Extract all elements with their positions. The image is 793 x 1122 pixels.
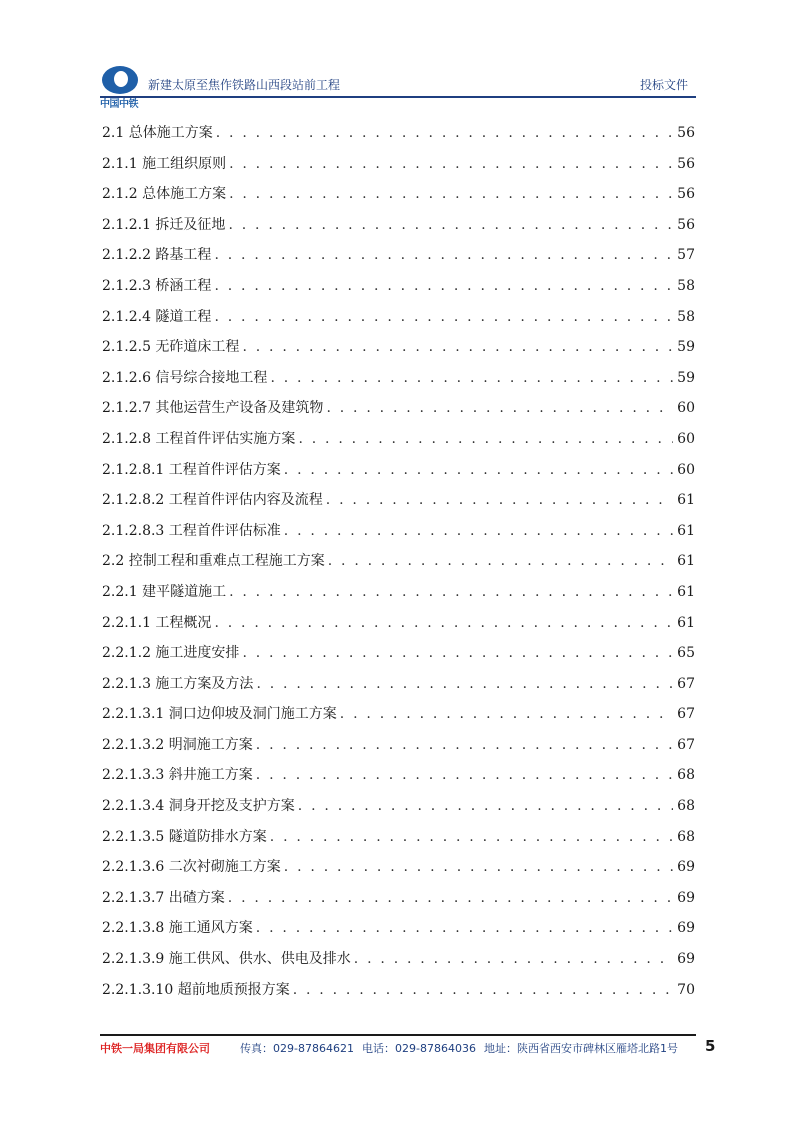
toc-entry-page: 67	[677, 706, 695, 723]
toc-entry[interactable]	[102, 485, 695, 516]
toc-leader-dots	[293, 975, 673, 1006]
toc-entry[interactable]	[102, 699, 695, 730]
toc-leader-dots	[214, 271, 673, 302]
toc-entry-title: 2.1.2.5 无砟道床工程	[102, 339, 240, 356]
logo-text: 中国中铁	[100, 99, 138, 110]
toc-leader-dots	[242, 332, 673, 363]
toc-leader-dots	[270, 822, 673, 853]
toc-entry[interactable]	[102, 240, 695, 271]
toc-leader-dots	[214, 302, 673, 333]
toc-entry-page: 60	[677, 430, 695, 447]
toc-leader-dots	[328, 546, 673, 577]
toc-entry-page: 68	[677, 798, 695, 815]
toc-entry-page: 69	[677, 889, 695, 906]
toc-entry-title: 2.2.1.3.7 出碴方案	[102, 889, 225, 906]
toc-entry-title: 2.1.2 总体施工方案	[102, 186, 227, 203]
toc-leader-dots	[229, 577, 673, 608]
toc-leader-dots	[242, 638, 673, 669]
document-type: 投标文件	[639, 78, 688, 92]
toc-leader-dots	[228, 883, 673, 914]
toc-entry[interactable]	[102, 730, 695, 761]
toc-entry-page: 61	[677, 522, 695, 539]
toc-leader-dots	[270, 363, 673, 394]
toc-entry-page: 65	[677, 645, 695, 662]
toc-entry-page: 56	[677, 125, 695, 141]
toc-entry-page: 69	[677, 859, 695, 876]
toc-leader-dots	[326, 485, 673, 516]
toc-entry-page: 58	[677, 277, 695, 294]
toc-entry-title: 2.1.1 施工组织原则	[102, 155, 227, 172]
toc-entry-title: 2.1.2.8 工程首件评估实施方案	[102, 430, 296, 447]
toc-entry-title: 2.2.1.3.4 洞身开挖及支护方案	[102, 798, 295, 815]
toc-entry-page: 68	[677, 767, 695, 784]
header-divider	[100, 96, 696, 98]
project-title: 新建太原至焦作铁路山西段站前工程	[148, 78, 341, 92]
toc-entry-page: 69	[677, 920, 695, 937]
toc-entry-page: 60	[677, 400, 695, 417]
toc-leader-dots	[256, 730, 673, 761]
toc-entry-page: 69	[677, 951, 695, 968]
toc-entry-page: 56	[677, 155, 695, 172]
toc-entry-title: 2.2.1.3.8 施工通风方案	[102, 920, 253, 937]
toc-entry-page: 60	[677, 461, 695, 478]
toc-entry-title: 2.2.1.3.3 斜井施工方案	[102, 767, 253, 784]
toc-entry[interactable]	[102, 210, 695, 241]
toc-entry-title: 2.2.1.1 工程概况	[102, 614, 212, 631]
toc-entry[interactable]	[102, 638, 695, 669]
toc-entry[interactable]	[102, 608, 695, 639]
toc-leader-dots	[256, 669, 673, 700]
toc-leader-dots	[216, 118, 673, 149]
toc-entry-page: 61	[677, 614, 695, 631]
toc-entry[interactable]	[102, 332, 695, 363]
toc-entry-page: 67	[677, 736, 695, 753]
toc-entry-title: 2.2.1.3.1 洞口边仰坡及洞门施工方案	[102, 706, 337, 723]
toc-entry-page: 57	[677, 247, 695, 264]
toc-entry[interactable]	[102, 791, 695, 822]
toc-leader-dots	[214, 608, 673, 639]
toc-entry-title: 2.1.2.1 拆迁及征地	[102, 216, 226, 233]
toc-leader-dots	[229, 179, 673, 210]
footer-phone: 电话：029-87864036	[362, 1042, 476, 1055]
toc-entry-title: 2.2.1.3.9 施工供风、供水、供电及排水	[102, 951, 351, 968]
page-number: 5	[705, 1037, 716, 1055]
toc-leader-dots	[340, 699, 673, 730]
toc-leader-dots	[256, 760, 673, 791]
page-footer	[100, 1037, 720, 1060]
toc-entry-page: 56	[677, 216, 695, 233]
toc-entry-title: 2.1.2.8.2 工程首件评估内容及流程	[102, 492, 323, 509]
toc-entry[interactable]	[102, 393, 695, 424]
toc-entry-title: 2.2.1.3.5 隧道防排水方案	[102, 828, 267, 845]
toc-entry-title: 2.1.2.3 桥涵工程	[102, 277, 212, 294]
toc-entry-page: 61	[677, 553, 695, 570]
toc-entry[interactable]	[102, 883, 695, 914]
toc-entry-title: 2.1 总体施工方案	[102, 125, 213, 141]
toc-entry-title: 2.2.1.3.6 二次衬砌施工方案	[102, 859, 281, 876]
toc-entry[interactable]	[102, 546, 695, 577]
toc-entry-page: 59	[677, 369, 695, 386]
toc-entry[interactable]	[102, 669, 695, 700]
toc-leader-dots	[354, 944, 673, 975]
toc-entry-page: 68	[677, 828, 695, 845]
toc-entry[interactable]	[102, 516, 695, 547]
toc-entry-title: 2.2.1.2 施工进度安排	[102, 645, 240, 662]
footer-fax: 传真：029-87864621	[240, 1042, 354, 1055]
toc-entry-title: 2.2.1 建平隧道施工	[102, 583, 227, 600]
toc-entry-title: 2.1.2.6 信号综合接地工程	[102, 369, 268, 386]
toc-entry-title: 2.2.1.3.10 超前地质预报方案	[102, 981, 290, 998]
toc-entry[interactable]	[102, 822, 695, 853]
toc-entry[interactable]	[102, 302, 695, 333]
toc-leader-dots	[214, 240, 673, 271]
toc-leader-dots	[284, 852, 673, 883]
toc-entry-page: 70	[677, 981, 695, 998]
toc-entry-page: 59	[677, 339, 695, 356]
toc-leader-dots	[326, 393, 673, 424]
toc-entry[interactable]	[102, 118, 695, 149]
toc-entry[interactable]	[102, 179, 695, 210]
footer-company: 中铁一局集团有限公司	[100, 1042, 210, 1055]
toc-leader-dots	[284, 516, 673, 547]
toc-entry-title: 2.1.2.8.3 工程首件评估标准	[102, 522, 281, 539]
toc-entry[interactable]	[102, 455, 695, 486]
toc-entry-title: 2.1.2.7 其他运营生产设备及建筑物	[102, 400, 324, 417]
toc-leader-dots	[229, 149, 673, 180]
toc-leader-dots	[256, 913, 673, 944]
toc-entry[interactable]	[102, 577, 695, 608]
toc-entry-page: 56	[677, 186, 695, 203]
toc-entry[interactable]	[102, 149, 695, 180]
toc-leader-dots	[228, 210, 673, 241]
toc-entry-title: 2.1.2.8.1 工程首件评估方案	[102, 461, 281, 478]
toc-leader-dots	[298, 791, 673, 822]
toc-entry-page: 61	[677, 492, 695, 509]
toc-entry-page: 58	[677, 308, 695, 325]
toc-entry-title: 2.2.1.3 施工方案及方法	[102, 675, 254, 692]
page-header	[100, 66, 696, 110]
footer-divider	[100, 1034, 696, 1036]
toc-entry[interactable]	[102, 913, 695, 944]
toc-entry[interactable]	[102, 975, 695, 1006]
toc-entry-title: 2.1.2.4 隧道工程	[102, 308, 212, 325]
toc-entry[interactable]	[102, 424, 695, 455]
toc-entry-title: 2.1.2.2 路基工程	[102, 247, 212, 264]
toc-entry-title: 2.2.1.3.2 明洞施工方案	[102, 736, 253, 753]
footer-address: 地址：陕西省西安市碑林区雁塔北路1号	[484, 1042, 678, 1055]
table-of-contents	[102, 118, 695, 1005]
company-logo	[100, 66, 144, 110]
toc-leader-dots	[298, 424, 673, 455]
toc-entry[interactable]	[102, 363, 695, 394]
toc-leader-dots	[284, 455, 673, 486]
toc-entry[interactable]	[102, 271, 695, 302]
toc-entry[interactable]	[102, 760, 695, 791]
toc-entry-page: 61	[677, 583, 695, 600]
toc-entry-page: 67	[677, 675, 695, 692]
toc-entry[interactable]	[102, 852, 695, 883]
toc-entry[interactable]	[102, 944, 695, 975]
logo-emblem-icon	[102, 66, 138, 94]
toc-entry-title: 2.2 控制工程和重难点工程施工方案	[102, 553, 325, 570]
